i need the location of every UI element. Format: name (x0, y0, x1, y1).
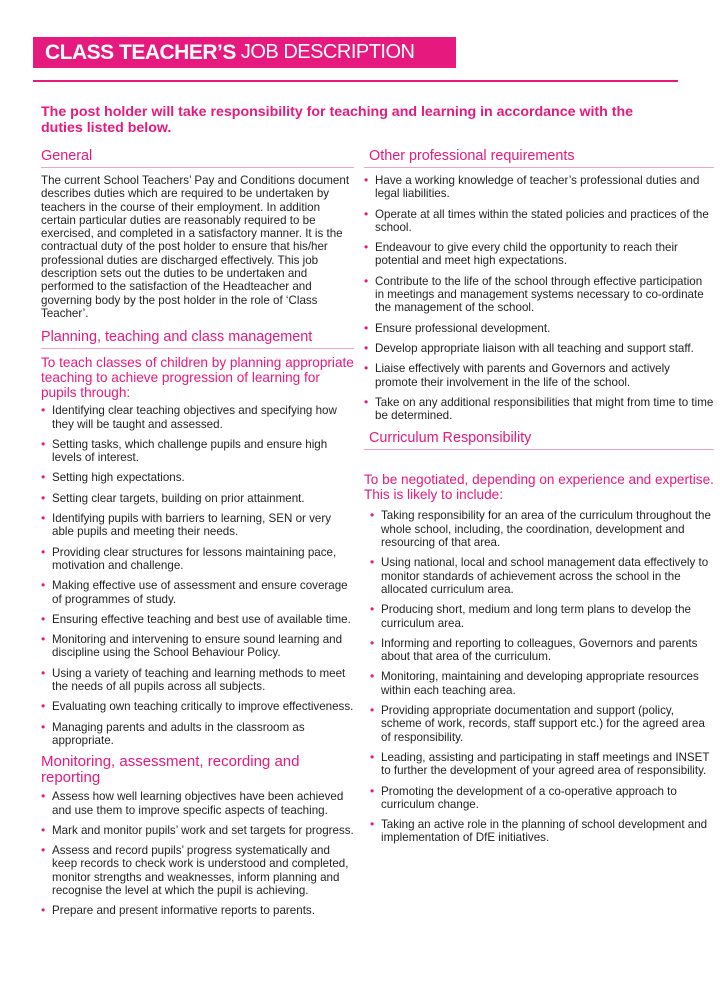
bullet-icon: • (370, 783, 375, 798)
bullet-icon: • (41, 903, 46, 918)
list-item (364, 208, 714, 235)
list-item-text: Mark and monitor pupils’ work and set targets for progress. (52, 823, 354, 837)
list-item-text: Setting clear targets, building on prior attainment. (52, 491, 305, 505)
list-item-text: Assess how well learning objectives have been achieved and use them to improve specific aspects of teaching. (52, 790, 344, 817)
bullet-icon: • (41, 544, 46, 559)
bullet-icon: • (41, 632, 46, 647)
list-item (41, 700, 354, 713)
list-item (41, 667, 354, 694)
list-item (364, 342, 714, 355)
bullet-icon: • (41, 511, 46, 526)
list-item (41, 492, 354, 505)
bullet-icon: • (41, 611, 46, 626)
list-item-text: Have a working knowledge of teacher’s professional duties and legal liabilities. (375, 174, 700, 201)
list-item (370, 670, 714, 697)
bullet-icon: • (364, 394, 369, 409)
monitoring-list (41, 790, 354, 917)
bullet-icon: • (370, 508, 375, 523)
list-item-text: Setting tasks, which challenge pupils and ensure high levels of interest. (52, 437, 328, 465)
bullet-icon: • (41, 436, 46, 451)
list-item-text: Assess and record pupils’ progress systematically and keep records to check work is understood and completed, monitor strengths and weaknesses, inform planning and recognise the level at which the pupil is achieving. (52, 844, 349, 897)
bullet-icon: • (364, 320, 369, 335)
list-item-text: Identifying clear teaching objectives and specifying how they will be taught and assessed. (52, 404, 337, 431)
list-item (370, 704, 714, 744)
planning-subheading: To teach classes of children by planning appropriate teaching to achieve progression of learning for pupils through: (41, 355, 354, 401)
list-item (41, 471, 354, 484)
list-item-text: Develop appropriate liaison with all teaching and support staff. (375, 341, 694, 355)
curriculum-subheading: To be negotiated, depending on experience and expertise. This is likely to include: (364, 472, 714, 503)
list-item-text: Using a variety of teaching and learning methods to meet the needs of all pupils across all subjects. (52, 666, 346, 694)
bullet-icon: • (41, 843, 46, 858)
bullet-icon: • (370, 602, 375, 617)
bullet-icon: • (41, 578, 46, 593)
list-item-text: Informing and reporting to colleagues, Governors and parents about that area of the curriculum. (381, 636, 698, 664)
list-item (364, 322, 714, 335)
list-item (41, 546, 354, 573)
list-item-text: Ensure professional development. (375, 321, 551, 335)
list-item-text: Endeavour to give every child the opportunity to reach their potential and meet high expectations. (375, 241, 678, 268)
bullet-icon: • (41, 403, 46, 418)
bullet-icon: • (41, 719, 46, 734)
list-item-text: Managing parents and adults in the classroom as appropriate. (52, 720, 305, 747)
general-heading: General (41, 147, 354, 168)
title-bold: CLASS TEACHER’S (45, 40, 236, 64)
list-item (364, 174, 714, 201)
bullet-icon: • (41, 470, 46, 485)
bullet-icon: • (364, 340, 369, 355)
title-banner (33, 37, 456, 68)
list-item (41, 512, 354, 539)
bullet-icon: • (370, 555, 375, 570)
list-item-text: Making effective use of assessment and ensure coverage of programmes of study. (52, 579, 348, 606)
curriculum-list (364, 509, 714, 844)
list-item-text: Taking an active role in the planning of school development and implementation of DfE initiatives. (381, 818, 708, 845)
monitoring-heading: Monitoring, assessment, recording and reporting (41, 753, 300, 787)
bullet-icon: • (370, 817, 375, 832)
list-item (41, 904, 354, 917)
list-item-text: Identifying pupils with barriers to learning, SEN or very able pupils and meeting their needs. (52, 512, 332, 539)
other-heading: Other professional requirements (364, 147, 714, 168)
list-item (41, 844, 354, 897)
general-text: The current School Teachers’ Pay and Conditions document describes duties which are required to be undertaken by teachers in the course of their employment. In addition certain particular duties are reasonably required to be exercised, and completed in a satisfactory manner. It is the contractual duty of the post holder to ensure that his/her professional duties are discharged effectively. This job description sets out the duties to be undertaken and performed to the satisfaction of the Headteacher and governing body by the post holder in the role of ‘Class Teacher’. (41, 174, 350, 320)
list-item-text: Using national, local and school management data effectively to monitor standards of achievement across the school in the allocated curriculum area. (381, 556, 709, 596)
right-column (364, 147, 714, 852)
bullet-icon: • (41, 665, 46, 680)
bullet-icon: • (41, 789, 46, 804)
list-item (370, 556, 714, 596)
list-item-text: Promoting the development of a co-operative approach to curriculum change. (381, 784, 677, 811)
list-item (364, 362, 714, 389)
list-item (41, 613, 354, 626)
list-item-text: Producing short, medium and long term plans to develop the curriculum area. (381, 603, 691, 630)
bullet-icon: • (370, 635, 375, 650)
list-item-text: Take on any additional responsibilities that might from time to time be determined. (375, 395, 714, 423)
list-item (41, 824, 354, 837)
list-item-text: Operate at all times within the stated policies and practices of the school. (375, 207, 709, 234)
list-item (370, 751, 714, 778)
list-item-text: Liaise effectively with parents and Governors and actively promote their involvement in the life of the school. (375, 362, 670, 389)
list-item (364, 275, 714, 315)
list-item-text: Leading, assisting and participating in staff meetings and INSET to further the development of your agreed area of responsibility. (381, 750, 710, 778)
list-item-text: Taking responsibility for an area of the curriculum throughout the whole school, including, the coordination, development and resourcing of that area. (381, 509, 711, 550)
bullet-icon: • (364, 173, 369, 187)
bullet-icon: • (370, 703, 375, 718)
list-item-text: Setting high expectations. (52, 471, 185, 485)
list-item (370, 603, 714, 630)
list-item (370, 637, 714, 664)
list-item-text: Providing appropriate documentation and support (policy, scheme of work, records, staff support etc.) for the agreed area of responsibility. (381, 704, 705, 744)
list-item (41, 790, 354, 817)
bullet-icon: • (364, 206, 369, 221)
bullet-icon: • (41, 490, 46, 505)
planning-heading: Planning, teaching and class management (41, 328, 354, 349)
list-item-text: Prepare and present informative reports to parents. (52, 904, 315, 918)
bullet-icon: • (364, 240, 369, 255)
list-item (41, 404, 354, 431)
bullet-icon: • (41, 822, 46, 837)
other-list (364, 174, 714, 422)
left-column (41, 147, 354, 925)
list-item (41, 721, 354, 748)
list-item-text: Contribute to the life of the school through effective participation in meetings and management systems necessary to co-ordinate the management of the school. (375, 274, 704, 315)
bullet-icon: • (364, 361, 369, 376)
list-item-text: Monitoring, maintaining and developing appropriate resources within each teaching area. (381, 670, 699, 697)
intro-statement: The post holder will take responsibility for teaching and learning in accordance with the duties listed below. (41, 104, 634, 136)
bullet-icon: • (364, 273, 369, 288)
bullet-icon: • (370, 749, 375, 764)
bullet-icon: • (370, 669, 375, 684)
planning-list (41, 404, 354, 747)
bullet-icon: • (41, 699, 46, 714)
list-item (41, 438, 354, 465)
list-item (41, 633, 354, 660)
list-item (41, 579, 354, 606)
curriculum-heading: Curriculum Responsibility (364, 429, 714, 450)
list-item (370, 785, 714, 812)
list-item (370, 818, 714, 845)
list-item (364, 241, 714, 268)
header-divider (33, 80, 678, 82)
title-rest: JOB DESCRIPTION (240, 41, 415, 63)
list-item-text: Monitoring and intervening to ensure sound learning and discipline using the School Behaviour Policy. (52, 633, 343, 660)
list-item (364, 396, 714, 423)
list-item-text: Ensuring effective teaching and best use of available time. (52, 612, 351, 626)
list-item (370, 509, 714, 549)
list-item-text: Evaluating own teaching critically to improve effectiveness. (52, 700, 354, 714)
list-item-text: Providing clear structures for lessons maintaining pace, motivation and challenge. (52, 545, 337, 572)
